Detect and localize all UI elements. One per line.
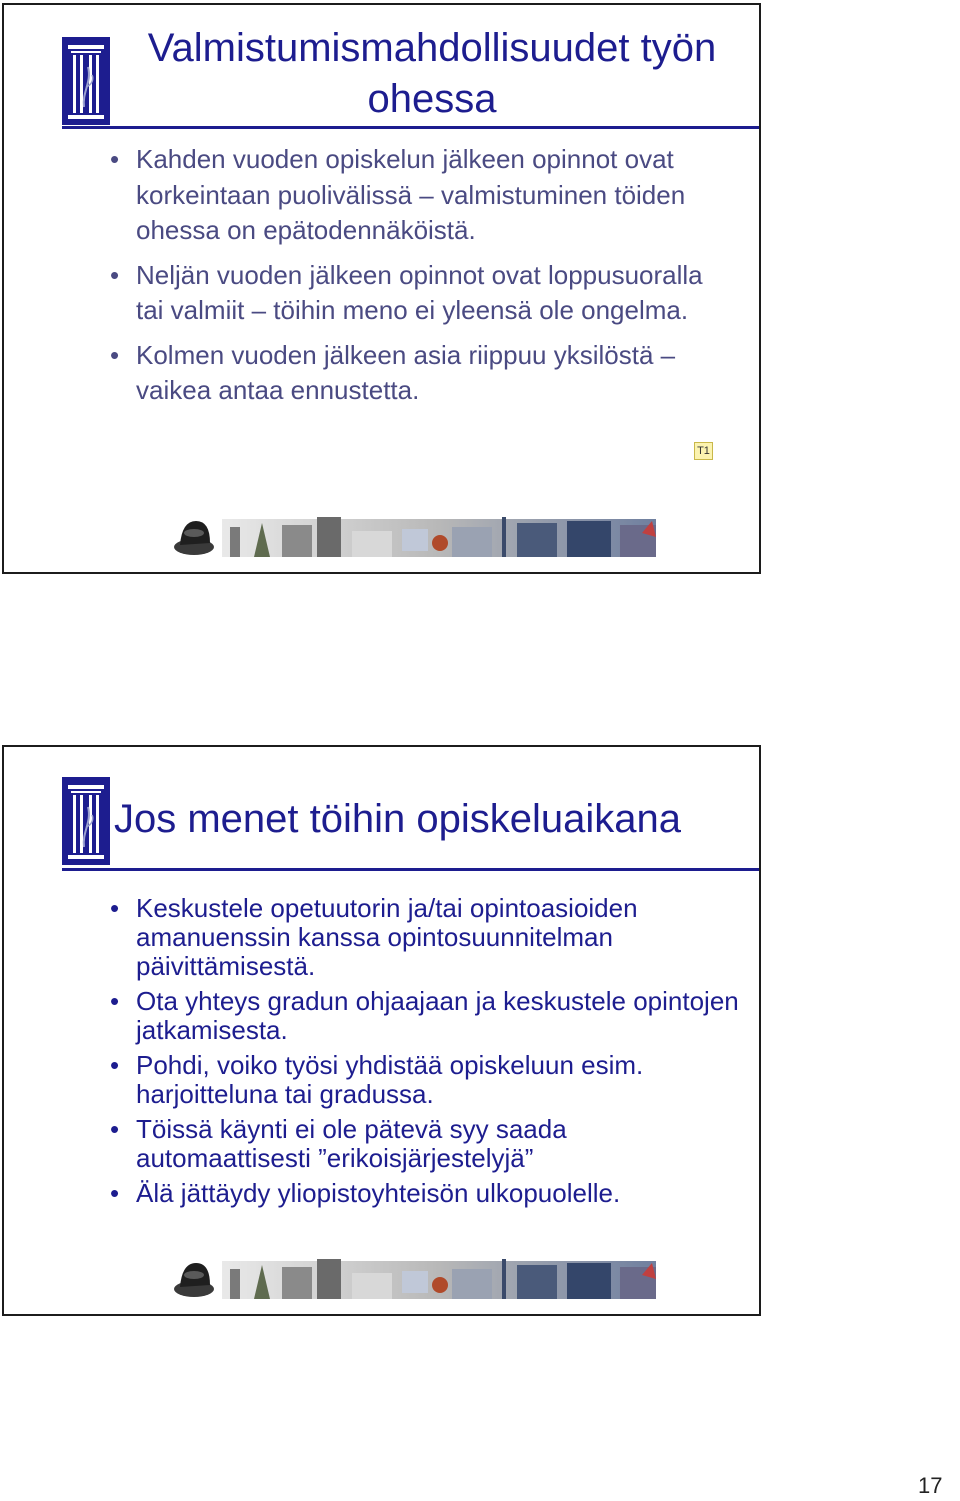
annotation-tag[interactable]: T1 xyxy=(694,442,713,460)
page-number: 17 xyxy=(918,1473,943,1498)
bullet-text: Keskustele opetuutorin ja/tai opintoasioiden amanuenssin kanssa opintosuunnitelman päivittämisestä. xyxy=(136,893,638,981)
slide-title: Jos menet töihin opiskeluaikana xyxy=(114,797,682,841)
bullet-list xyxy=(104,894,744,1208)
photo-collage-banner-icon xyxy=(172,1255,656,1301)
bullet-icon: • xyxy=(110,893,120,923)
list-item xyxy=(104,142,704,249)
photo-collage-banner-icon xyxy=(172,513,656,559)
slide-1 xyxy=(2,3,761,574)
list-item xyxy=(104,894,744,981)
list-item xyxy=(104,338,704,409)
bullet-text: Pohdi, voiko työsi yhdistää opiskeluun esim. harjoitteluna tai gradussa. xyxy=(136,1050,644,1109)
bullet-text: Kahden vuoden opiskelun jälkeen opinnot ovat korkeintaan puolivälissä – valmistuminen töiden ohessa on epätodennäköistä. xyxy=(136,144,686,245)
list-item xyxy=(104,258,704,329)
bullet-icon: • xyxy=(110,144,120,174)
bullet-icon: • xyxy=(110,986,120,1016)
bullet-icon: • xyxy=(110,1050,120,1080)
list-item xyxy=(104,987,744,1045)
bullet-icon: • xyxy=(110,1178,120,1208)
university-column-logo-icon xyxy=(62,37,110,125)
slide-2 xyxy=(2,745,761,1316)
slide-title: Valmistumismahdollisuudet työn ohessa xyxy=(147,26,717,121)
bullet-text: Ota yhteys gradun ohjaajaan ja keskustele opintojen jatkamisesta. xyxy=(136,986,739,1045)
bullet-icon: • xyxy=(110,339,120,370)
bullet-icon: • xyxy=(110,259,120,290)
university-column-logo-icon xyxy=(62,777,110,865)
list-item xyxy=(104,1051,744,1109)
title-divider xyxy=(62,868,759,871)
bullet-icon: • xyxy=(110,1114,120,1144)
bullet-text: Töissä käynti ei ole pätevä syy saada automaattisesti ”erikoisjärjestelyjä” xyxy=(136,1114,567,1173)
bullet-text: Kolmen vuoden jälkeen asia riippuu yksilöstä – vaikea antaa ennustetta. xyxy=(136,339,676,405)
list-item xyxy=(104,1179,744,1208)
bullet-text: Älä jättäydy yliopistoyhteisön ulkopuolelle. xyxy=(136,1178,621,1208)
list-item xyxy=(104,1115,744,1173)
title-divider xyxy=(62,126,759,129)
bullet-list xyxy=(104,142,704,409)
bullet-text: Neljän vuoden jälkeen opinnot ovat loppusuoralla tai valmiit – töihin meno ei yleensä ole ongelma. xyxy=(136,259,703,325)
